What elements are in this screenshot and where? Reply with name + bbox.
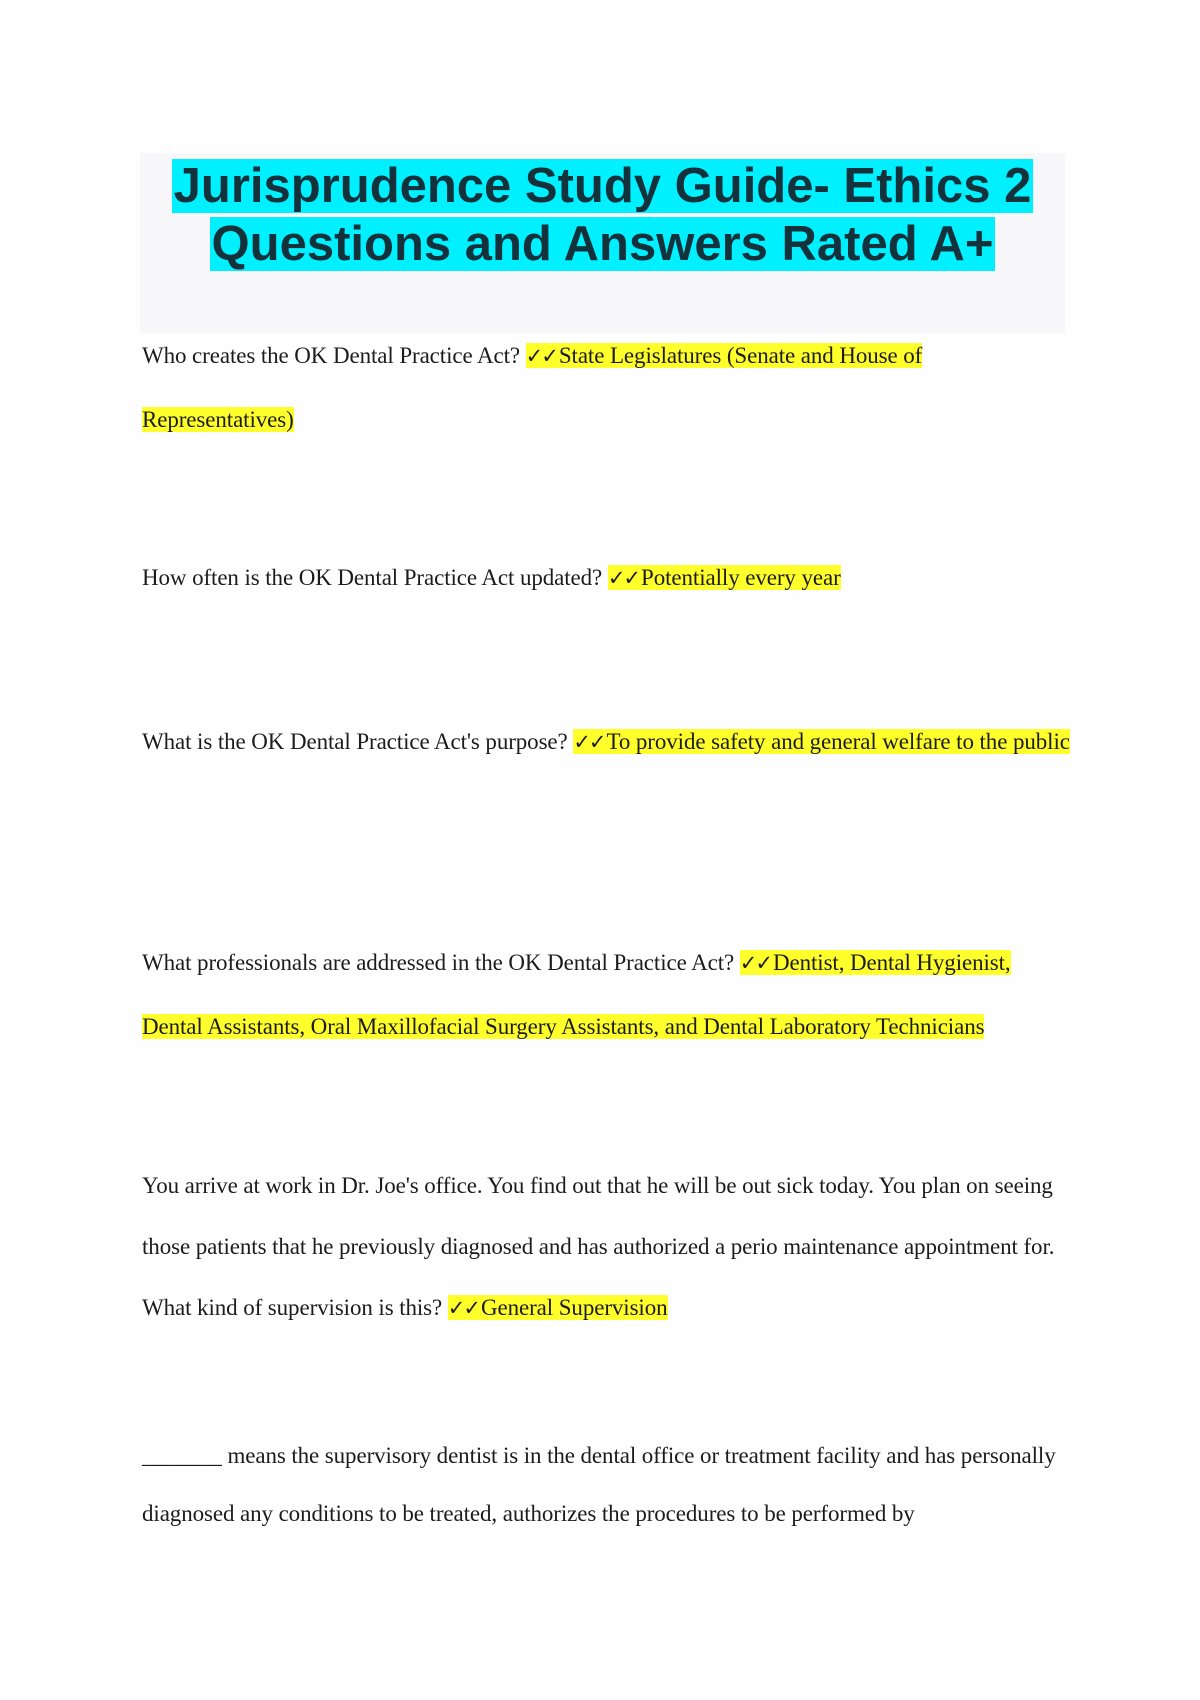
double-check-icon: ✓✓ bbox=[447, 1296, 479, 1320]
question-text: _______ means the supervisory dentist is in the dental office or treatment facility and has personally diagnosed any conditions to be treated, authorizes the procedures to be performed by bbox=[142, 1443, 1056, 1526]
answer-text: State Legislatures (Senate and House of Representatives) bbox=[142, 343, 923, 432]
answer-highlight bbox=[573, 729, 1070, 754]
document-title bbox=[140, 153, 1065, 273]
question-text: How often is the OK Dental Practice Act updated? bbox=[142, 565, 608, 590]
qa-item bbox=[142, 1155, 1072, 1339]
qa-item bbox=[142, 710, 1072, 774]
qa-item bbox=[142, 1427, 1072, 1543]
qa-item bbox=[142, 931, 1072, 1059]
double-check-icon: ✓✓ bbox=[573, 730, 605, 754]
answer-highlight bbox=[608, 565, 841, 590]
answer-text: General Supervision bbox=[481, 1295, 668, 1320]
qa-item bbox=[142, 324, 1072, 452]
double-check-icon: ✓✓ bbox=[607, 566, 640, 590]
answer-text: Potentially every year bbox=[641, 565, 841, 590]
double-check-icon: ✓✓ bbox=[525, 344, 557, 368]
question-text: What professionals are addressed in the OK Dental Practice Act? bbox=[142, 950, 740, 975]
answer-text: Dentist, Dental Hygienist, Dental Assistants, Oral Maxillofacial Surgery Assistants, and Dental Laboratory Technicians bbox=[142, 950, 1011, 1039]
title-block bbox=[140, 153, 1065, 333]
title-line-1: Jurisprudence Study Guide- Ethics 2 bbox=[173, 159, 1032, 213]
answer-highlight bbox=[448, 1295, 668, 1320]
question-text: Who creates the OK Dental Practice Act? bbox=[142, 343, 526, 368]
answer-text: To provide safety and general welfare to the public bbox=[606, 729, 1070, 754]
double-check-icon: ✓✓ bbox=[739, 951, 771, 975]
title-line-2: Questions and Answers Rated A+ bbox=[211, 217, 994, 271]
question-text: You arrive at work in Dr. Joe's office. You find out that he will be out sick today. You plan on seeing those patients that he previously diagnosed and has authorized a perio maintenance appointment for. What kind of supervision is this? bbox=[142, 1173, 1055, 1320]
qa-item bbox=[142, 546, 1072, 610]
question-text: What is the OK Dental Practice Act's purpose? bbox=[142, 729, 574, 754]
